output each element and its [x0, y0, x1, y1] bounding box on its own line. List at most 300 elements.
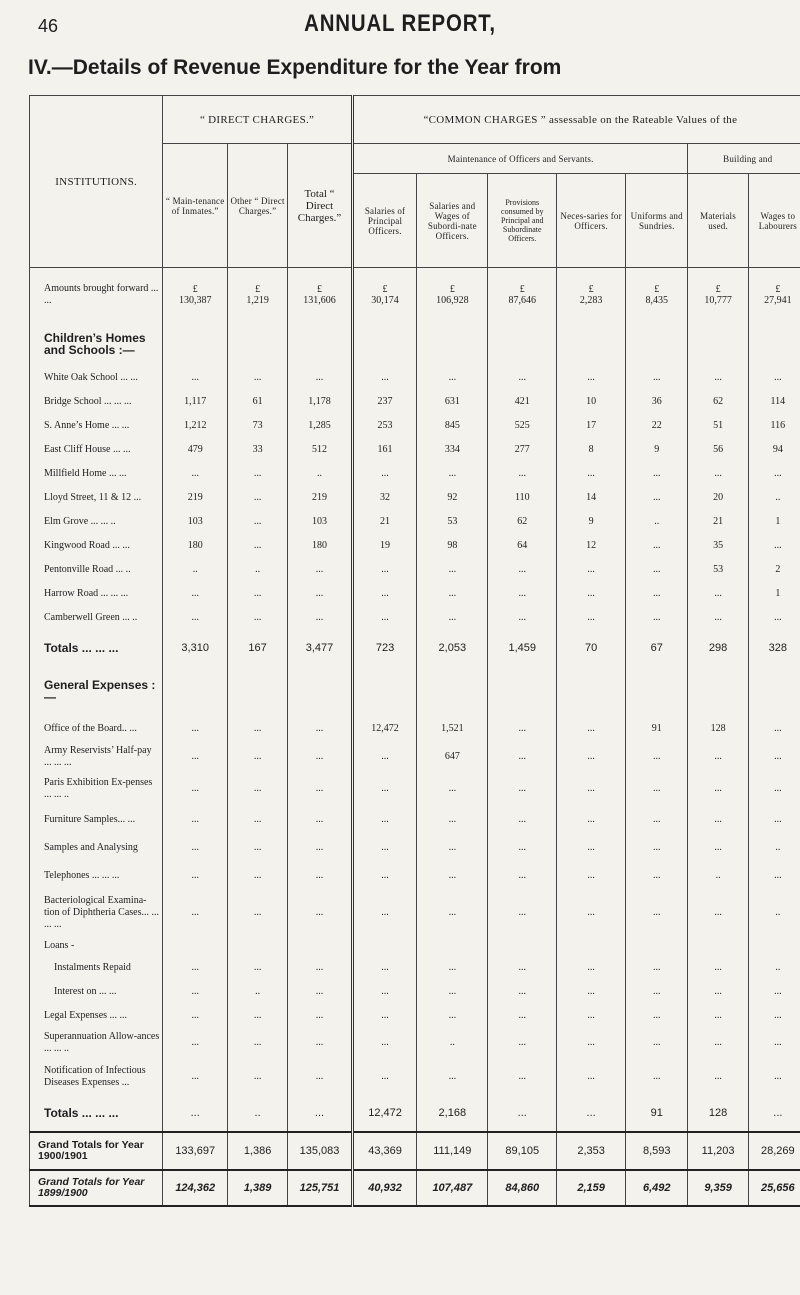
row-cell: ...: [626, 956, 688, 980]
row-cell: ...: [352, 1028, 417, 1058]
previous-year-row-cell: 107,487: [417, 1170, 488, 1206]
section-row: [30, 666, 800, 716]
table-row: [30, 772, 800, 806]
row-label: Interest on ... ...: [30, 980, 163, 1004]
row-cell: ...: [352, 462, 417, 486]
row-label: Camberwell Green ... ..: [30, 606, 163, 630]
grand-total-row-cell: 133,697: [163, 1132, 228, 1170]
row-cell: ...: [288, 890, 353, 936]
row-cell: ...: [163, 606, 228, 630]
row-cell: ...: [626, 1058, 688, 1096]
previous-year-row-cell: 25,656: [748, 1170, 800, 1206]
row-cell: ...: [163, 980, 228, 1004]
row-cell: ...: [352, 366, 417, 390]
row-cell: ...: [288, 582, 353, 606]
col-other-direct: Other “ Direct Charges.”: [227, 144, 287, 268]
row-cell: ...: [557, 742, 626, 772]
row-cell: 36: [626, 390, 688, 414]
row-cell: 1,285: [288, 414, 353, 438]
row-cell: 103: [163, 510, 228, 534]
row-cell: ...: [748, 716, 800, 742]
grand-total-row-cell: 28,269: [748, 1132, 800, 1170]
row-cell: ...: [227, 862, 287, 890]
previous-year-row-cell: 1,389: [227, 1170, 287, 1206]
row-cell: ...: [288, 1004, 353, 1028]
row-cell: [688, 936, 748, 956]
row-cell: ...: [227, 510, 287, 534]
row-cell: ...: [688, 980, 748, 1004]
row-label: Totals ... ... ...: [30, 630, 163, 666]
col-salaries-subordinate: Salaries and Wages of Subordi-nate Officers.: [417, 174, 488, 268]
empty-cell: [417, 666, 488, 716]
row-cell: [352, 936, 417, 956]
row-cell: 219: [163, 486, 228, 510]
row-cell: 647: [417, 742, 488, 772]
table-row: [30, 268, 800, 322]
row-cell: 334: [417, 438, 488, 462]
row-cell: £ 2,283: [557, 268, 626, 322]
row-cell: ...: [626, 462, 688, 486]
row-cell: 17: [557, 414, 626, 438]
row-cell: ...: [227, 890, 287, 936]
row-cell: 51: [688, 414, 748, 438]
row-cell: 110: [488, 486, 557, 510]
row-label: Millfield Home ... ...: [30, 462, 163, 486]
row-label: Army Reservists’ Half-pay ... ... ...: [30, 742, 163, 772]
row-label: Pentonville Road ... ..: [30, 558, 163, 582]
empty-cell: [488, 666, 557, 716]
row-cell: ...: [417, 1058, 488, 1096]
row-cell: 1,117: [163, 390, 228, 414]
empty-cell: [557, 322, 626, 366]
row-cell: ...: [748, 806, 800, 834]
row-cell: ...: [352, 890, 417, 936]
table-row: [30, 1004, 800, 1028]
row-cell: ...: [163, 1096, 228, 1132]
row-cell: ..: [626, 510, 688, 534]
table-row: [30, 582, 800, 606]
row-label: Office of the Board.. ...: [30, 716, 163, 742]
row-cell: £ 1,219: [227, 268, 287, 322]
table-row: [30, 462, 800, 486]
row-cell: ...: [288, 980, 353, 1004]
row-cell: ...: [227, 772, 287, 806]
row-cell: ...: [227, 1004, 287, 1028]
row-cell: 14: [557, 486, 626, 510]
row-cell: 723: [352, 630, 417, 666]
row-cell: ...: [163, 772, 228, 806]
row-cell: ...: [417, 606, 488, 630]
table-row: [30, 510, 800, 534]
row-cell: 67: [626, 630, 688, 666]
row-cell: ...: [626, 1004, 688, 1028]
previous-year-row-cell: 2,159: [557, 1170, 626, 1206]
row-cell: 22: [626, 414, 688, 438]
row-cell: 116: [748, 414, 800, 438]
row-cell: 114: [748, 390, 800, 414]
row-cell: ...: [417, 980, 488, 1004]
row-cell: ...: [488, 606, 557, 630]
empty-cell: [557, 666, 626, 716]
grand-total-row-cell: 11,203: [688, 1132, 748, 1170]
row-label: Harrow Road ... ... ...: [30, 582, 163, 606]
row-cell: ...: [748, 462, 800, 486]
row-cell: ...: [352, 956, 417, 980]
row-cell: 1,521: [417, 716, 488, 742]
row-cell: ...: [488, 582, 557, 606]
empty-cell: [163, 666, 228, 716]
row-cell: £ 10,777: [688, 268, 748, 322]
row-cell: 2: [748, 558, 800, 582]
row-cell: ...: [288, 1096, 353, 1132]
row-cell: ...: [163, 742, 228, 772]
row-cell: ...: [163, 834, 228, 862]
row-cell: [288, 936, 353, 956]
row-cell: ...: [557, 1028, 626, 1058]
row-cell: ...: [288, 742, 353, 772]
row-cell: 328: [748, 630, 800, 666]
row-cell: ...: [163, 806, 228, 834]
row-cell: 21: [352, 510, 417, 534]
row-cell: 103: [288, 510, 353, 534]
grand-total-row-cell: 43,369: [352, 1132, 417, 1170]
row-cell: ...: [352, 806, 417, 834]
row-cell: ...: [352, 1004, 417, 1028]
empty-cell: [626, 666, 688, 716]
row-cell: ...: [748, 862, 800, 890]
row-cell: 1: [748, 510, 800, 534]
row-cell: ...: [288, 834, 353, 862]
col-uniforms: Uniforms and Sundries.: [626, 174, 688, 268]
row-cell: 98: [417, 534, 488, 558]
row-cell: ...: [352, 742, 417, 772]
row-cell: ...: [227, 462, 287, 486]
building-header: Building and: [688, 144, 800, 174]
row-label: Instalments Repaid: [30, 956, 163, 980]
row-label: Children’s Homes and Schools :—: [30, 322, 163, 366]
row-cell: 91: [626, 716, 688, 742]
row-cell: ...: [417, 890, 488, 936]
row-cell: ...: [557, 582, 626, 606]
row-label: Bridge School ... ... ...: [30, 390, 163, 414]
table-row: [30, 862, 800, 890]
row-label: East Cliff House ... ...: [30, 438, 163, 462]
row-cell: ...: [748, 1028, 800, 1058]
row-cell: ...: [417, 1004, 488, 1028]
row-cell: 1,459: [488, 630, 557, 666]
row-cell: ...: [163, 956, 228, 980]
row-cell: ...: [688, 582, 748, 606]
row-label: Superannuation Allow-ances ... ... ..: [30, 1028, 163, 1058]
row-label: White Oak School ... ...: [30, 366, 163, 390]
row-cell: 20: [688, 486, 748, 510]
table-row: [30, 742, 800, 772]
row-label: Elm Grove ... ... ..: [30, 510, 163, 534]
row-cell: ...: [417, 862, 488, 890]
row-cell: ...: [748, 534, 800, 558]
row-cell: [417, 936, 488, 956]
row-cell: ...: [557, 1096, 626, 1132]
row-cell: 253: [352, 414, 417, 438]
row-cell: 421: [488, 390, 557, 414]
empty-cell: [163, 322, 228, 366]
row-cell: 64: [488, 534, 557, 558]
row-cell: ...: [227, 834, 287, 862]
row-cell: ...: [352, 606, 417, 630]
row-cell: ...: [748, 366, 800, 390]
row-cell: ...: [417, 582, 488, 606]
row-cell: ...: [626, 366, 688, 390]
previous-year-row-cell: 9,359: [688, 1170, 748, 1206]
row-cell: £ 106,928: [417, 268, 488, 322]
col-wages-labourers: Wages to Labourers: [748, 174, 800, 268]
table-row: [30, 606, 800, 630]
previous-year-row-label: Grand Totals for Year 1899/1900: [30, 1170, 163, 1206]
row-cell: 53: [688, 558, 748, 582]
row-cell: 479: [163, 438, 228, 462]
row-cell: 161: [352, 438, 417, 462]
table-row: [30, 716, 800, 742]
col-necessaries: Neces-saries for Officers.: [557, 174, 626, 268]
row-cell: ...: [557, 806, 626, 834]
table-row: [30, 936, 800, 956]
row-cell: ...: [626, 558, 688, 582]
table-row: [30, 366, 800, 390]
previous-year-row-cell: 124,362: [163, 1170, 228, 1206]
row-cell: ..: [748, 834, 800, 862]
table-row: [30, 1058, 800, 1096]
row-cell: ...: [227, 1058, 287, 1096]
row-cell: ...: [163, 890, 228, 936]
table-row: [30, 414, 800, 438]
row-cell: ...: [227, 956, 287, 980]
row-cell: ..: [227, 980, 287, 1004]
row-cell: ...: [557, 1004, 626, 1028]
row-cell: ...: [288, 366, 353, 390]
row-cell: ..: [748, 890, 800, 936]
row-cell: ...: [626, 806, 688, 834]
row-cell: ...: [748, 606, 800, 630]
row-cell: ...: [557, 980, 626, 1004]
row-cell: ...: [626, 486, 688, 510]
table-row: [30, 980, 800, 1004]
row-cell: ...: [488, 1096, 557, 1132]
row-cell: ...: [688, 366, 748, 390]
empty-cell: [488, 322, 557, 366]
col-maintenance-inmates: “ Main-tenance of Inmates.”: [163, 144, 228, 268]
empty-cell: [227, 666, 287, 716]
row-cell: 19: [352, 534, 417, 558]
row-cell: ...: [417, 462, 488, 486]
row-cell: ...: [163, 862, 228, 890]
table-row: [30, 438, 800, 462]
row-cell: 277: [488, 438, 557, 462]
table-heading: IV.—Details of Revenue Expenditure for the Year from: [28, 56, 561, 80]
row-cell: ..: [163, 558, 228, 582]
row-cell: ...: [488, 558, 557, 582]
row-cell: £ 30,174: [352, 268, 417, 322]
row-cell: ...: [488, 834, 557, 862]
row-cell: ...: [626, 742, 688, 772]
empty-cell: [288, 322, 353, 366]
row-cell: ...: [748, 772, 800, 806]
empty-cell: [227, 322, 287, 366]
row-cell: £ 8,435: [626, 268, 688, 322]
row-label: Totals ... ... ...: [30, 1096, 163, 1132]
row-cell: 62: [488, 510, 557, 534]
row-cell: ...: [626, 606, 688, 630]
row-cell: 32: [352, 486, 417, 510]
row-cell: 128: [688, 1096, 748, 1132]
col-materials: Materials used.: [688, 174, 748, 268]
row-cell: 91: [626, 1096, 688, 1132]
row-cell: ...: [227, 742, 287, 772]
row-label: Legal Expenses ... ...: [30, 1004, 163, 1028]
col-provisions: Provisions consumed by Principal and Subordinate Officers.: [488, 174, 557, 268]
table-row: [30, 390, 800, 414]
table-row: [30, 558, 800, 582]
direct-charges-header: “ DIRECT CHARGES.”: [163, 96, 352, 144]
row-cell: ..: [748, 956, 800, 980]
row-label: S. Anne’s Home ... ...: [30, 414, 163, 438]
maintenance-header: Maintenance of Officers and Servants.: [352, 144, 688, 174]
empty-cell: [688, 322, 748, 366]
grand-total-row-label: Grand Totals for Year 1900/1901: [30, 1132, 163, 1170]
col-total-direct: Total “ Direct Charges.”: [288, 144, 353, 268]
row-cell: ...: [163, 1058, 228, 1096]
row-cell: ...: [748, 742, 800, 772]
row-cell: ...: [748, 980, 800, 1004]
table-row: [30, 806, 800, 834]
row-cell: ...: [488, 366, 557, 390]
row-cell: ...: [748, 1058, 800, 1096]
table-row: [30, 834, 800, 862]
row-cell: ...: [557, 366, 626, 390]
row-cell: 10: [557, 390, 626, 414]
row-cell: 62: [688, 390, 748, 414]
grand-total-row-cell: 89,105: [488, 1132, 557, 1170]
row-cell: ...: [557, 862, 626, 890]
row-cell: ...: [688, 1028, 748, 1058]
row-cell: ...: [488, 806, 557, 834]
section-row: [30, 322, 800, 366]
row-cell: ...: [352, 772, 417, 806]
row-cell: ...: [352, 558, 417, 582]
table-row: [30, 890, 800, 936]
row-cell: ...: [626, 772, 688, 806]
row-cell: ...: [227, 582, 287, 606]
row-cell: ...: [288, 956, 353, 980]
table-row: [30, 486, 800, 510]
row-cell: ...: [488, 862, 557, 890]
row-cell: ...: [288, 606, 353, 630]
row-cell: 9: [557, 510, 626, 534]
row-cell: ..: [417, 1028, 488, 1058]
row-cell: ...: [488, 890, 557, 936]
row-cell: ...: [288, 558, 353, 582]
row-cell: £ 131,606: [288, 268, 353, 322]
empty-cell: [688, 666, 748, 716]
row-cell: ...: [288, 772, 353, 806]
row-cell: ...: [626, 1028, 688, 1058]
row-cell: ...: [227, 486, 287, 510]
row-cell: 56: [688, 438, 748, 462]
row-cell: 94: [748, 438, 800, 462]
page-number: 46: [38, 16, 58, 37]
row-cell: ...: [163, 1004, 228, 1028]
row-cell: ...: [163, 462, 228, 486]
row-label: Notification of Infectious Diseases Expenses ...: [30, 1058, 163, 1096]
previous-year-row-cell: 84,860: [488, 1170, 557, 1206]
empty-cell: [748, 666, 800, 716]
row-cell: 92: [417, 486, 488, 510]
row-cell: ..: [688, 862, 748, 890]
row-cell: ...: [417, 806, 488, 834]
row-cell: 180: [163, 534, 228, 558]
row-cell: 3,477: [288, 630, 353, 666]
row-cell: ...: [688, 462, 748, 486]
row-cell: ...: [227, 534, 287, 558]
row-cell: [488, 936, 557, 956]
row-cell: ...: [688, 1058, 748, 1096]
row-cell: ...: [557, 606, 626, 630]
row-cell: [163, 936, 228, 956]
row-cell: ...: [688, 742, 748, 772]
row-cell: ...: [163, 366, 228, 390]
row-cell: ...: [163, 582, 228, 606]
row-cell: £ 87,646: [488, 268, 557, 322]
row-cell: ...: [288, 1028, 353, 1058]
row-cell: ...: [557, 1058, 626, 1096]
row-cell: 2,053: [417, 630, 488, 666]
row-cell: ...: [557, 834, 626, 862]
row-cell: 8: [557, 438, 626, 462]
table-row: [30, 1028, 800, 1058]
row-cell: ...: [626, 980, 688, 1004]
row-cell: 180: [288, 534, 353, 558]
row-cell: ...: [227, 1028, 287, 1058]
row-cell: 53: [417, 510, 488, 534]
row-cell: ...: [417, 366, 488, 390]
row-cell: ...: [488, 716, 557, 742]
col-salaries-principal: Salaries of Principal Officers.: [352, 174, 417, 268]
row-cell: ...: [488, 980, 557, 1004]
row-cell: ...: [688, 890, 748, 936]
row-cell: ...: [688, 1004, 748, 1028]
row-cell: ...: [288, 862, 353, 890]
row-cell: ...: [417, 956, 488, 980]
row-cell: 35: [688, 534, 748, 558]
row-label: Loans -: [30, 936, 163, 956]
row-cell: 298: [688, 630, 748, 666]
row-label: Kingwood Road ... ...: [30, 534, 163, 558]
row-cell: ...: [557, 716, 626, 742]
row-label: Bacteriological Examina-tion of Diphtheria Cases... ... ... ...: [30, 890, 163, 936]
row-cell: ..: [288, 462, 353, 486]
row-cell: ...: [626, 534, 688, 558]
row-cell: ...: [557, 890, 626, 936]
row-label: Lloyd Street, 11 & 12 ...: [30, 486, 163, 510]
row-label: Amounts brought forward ... ...: [30, 268, 163, 322]
empty-cell: [352, 322, 417, 366]
running-title: ANNUAL REPORT,: [60, 10, 740, 38]
row-cell: 61: [227, 390, 287, 414]
row-cell: 12: [557, 534, 626, 558]
previous-year-row-cell: 6,492: [626, 1170, 688, 1206]
row-cell: 33: [227, 438, 287, 462]
row-cell: 219: [288, 486, 353, 510]
row-cell: 70: [557, 630, 626, 666]
